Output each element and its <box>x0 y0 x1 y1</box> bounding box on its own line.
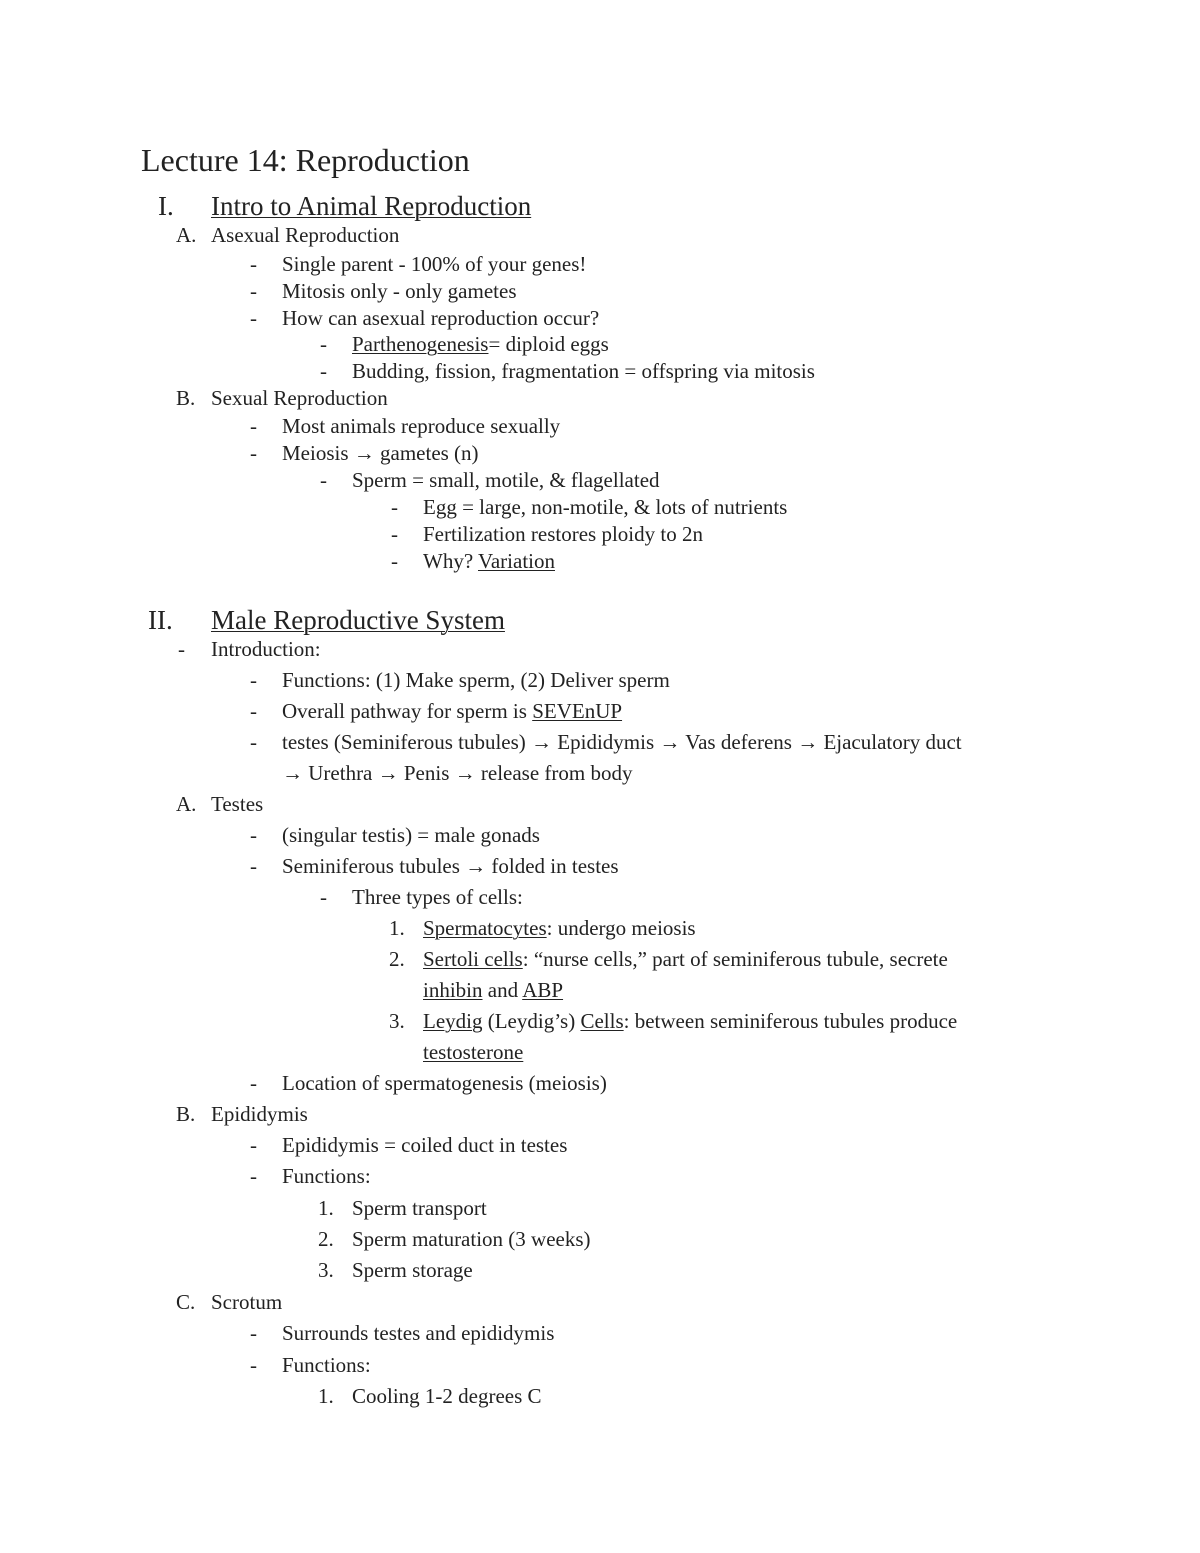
bullet-dash: - <box>320 885 327 909</box>
list-item: Cooling 1-2 degrees C <box>352 1384 542 1408</box>
list-item: Egg = large, non-motile, & lots of nutrients <box>423 495 788 519</box>
list-number: 1. <box>389 916 405 940</box>
term-definition: = diploid eggs <box>488 332 609 356</box>
list-item: Functions: (1) Make sperm, (2) Deliver sperm <box>282 668 670 692</box>
conjunction: and <box>482 978 523 1002</box>
bullet-dash: - <box>391 495 398 519</box>
term: inhibin <box>423 978 483 1002</box>
question: Why? <box>423 549 479 573</box>
section-heading: Intro to Animal Reproduction <box>211 191 532 221</box>
list-item <box>423 1008 957 1034</box>
list-item <box>423 946 948 972</box>
section-heading: Male Reproductive System <box>211 605 505 635</box>
list-item: Sperm = small, motile, & flagellated <box>352 468 660 492</box>
term: testosterone <box>423 1040 524 1064</box>
term-definition: : undergo meiosis <box>546 916 696 940</box>
bullet-dash: - <box>250 699 257 723</box>
section-numeral: II. <box>148 605 173 635</box>
subsection-marker: A. <box>176 792 197 816</box>
list-item <box>423 915 696 941</box>
bullet-dash: - <box>250 252 257 276</box>
subsection-label: Introduction: <box>211 637 321 661</box>
subsection-marker: B. <box>176 386 196 410</box>
list-item: How can asexual reproduction occur? <box>282 306 600 330</box>
bullet-dash: - <box>250 823 257 847</box>
subsection-marker: C. <box>176 1290 196 1314</box>
list-item: Sperm transport <box>352 1196 487 1220</box>
subsection-label: Epididymis <box>211 1102 308 1126</box>
item-text: Overall pathway for sperm is <box>282 699 533 723</box>
list-item <box>423 548 555 574</box>
list-item: Surrounds testes and epididymis <box>282 1321 555 1345</box>
bullet-dash: - <box>250 730 257 754</box>
list-number: 2. <box>318 1227 334 1251</box>
term: Parthenogenesis <box>352 332 489 356</box>
list-number: 2. <box>389 947 405 971</box>
subsection-marker: B. <box>176 1102 196 1126</box>
list-number: 3. <box>318 1258 334 1282</box>
bullet-dash: - <box>250 306 257 330</box>
list-item: Three types of cells: <box>352 885 523 909</box>
term: Spermatocytes <box>423 916 547 940</box>
subsection-label: Testes <box>211 792 264 816</box>
term: Cells <box>580 1009 624 1033</box>
bullet-dash: - <box>391 522 398 546</box>
bullet-dash: - <box>250 1071 257 1095</box>
term: Variation <box>478 549 555 573</box>
bullet-dash: - <box>250 1164 257 1188</box>
subsection-label: Asexual Reproduction <box>211 223 400 247</box>
term-definition: : between seminiferous tubules produce <box>623 1009 958 1033</box>
list-item: Seminiferous tubules → folded in testes <box>282 854 619 878</box>
bullet-dash: - <box>250 279 257 303</box>
list-item: testes (Seminiferous tubules) → Epididymis → Vas deferens → Ejaculatory duct <box>282 730 962 754</box>
bullet-dash: - <box>250 854 257 878</box>
list-item: Sperm storage <box>352 1258 473 1282</box>
bullet-dash: - <box>250 441 257 465</box>
subsection-label: Scrotum <box>211 1290 283 1314</box>
bullet-dash: - <box>250 1353 257 1377</box>
list-item-continuation: → Urethra → Penis → release from body <box>282 761 633 785</box>
list-item: Meiosis → gametes (n) <box>282 441 479 465</box>
list-number: 1. <box>318 1384 334 1408</box>
list-item: Sperm maturation (3 weeks) <box>352 1227 591 1251</box>
subsection-marker: A. <box>176 223 197 247</box>
list-item <box>282 698 622 724</box>
term-definition: : “nurse cells,” part of seminiferous tubule, secrete <box>522 947 948 971</box>
list-item: Budding, fission, fragmentation = offspring via mitosis <box>352 359 815 383</box>
list-item: Location of spermatogenesis (meiosis) <box>282 1071 607 1095</box>
term: Sertoli cells <box>423 947 523 971</box>
bullet-dash: - <box>320 468 327 492</box>
term-aside: (Leydig’s) <box>482 1009 581 1033</box>
term: Leydig <box>423 1009 483 1033</box>
list-item: Most animals reproduce sexually <box>282 414 561 438</box>
list-number: 1. <box>318 1196 334 1220</box>
bullet-dash: - <box>250 668 257 692</box>
list-item: Fertilization restores ploidy to 2n <box>423 522 703 546</box>
bullet-dash: - <box>391 549 398 573</box>
bullet-dash: - <box>320 332 327 356</box>
list-number: 3. <box>389 1009 405 1033</box>
bullet-dash: - <box>250 414 257 438</box>
list-item: Mitosis only - only gametes <box>282 279 517 303</box>
list-item: Functions: <box>282 1164 371 1188</box>
bullet-dash: - <box>178 637 185 661</box>
list-item: Single parent - 100% of your genes! <box>282 252 587 276</box>
bullet-dash: - <box>250 1133 257 1157</box>
list-item-continuation <box>423 977 563 1003</box>
list-item: Functions: <box>282 1353 371 1377</box>
list-item: (singular testis) = male gonads <box>282 823 540 847</box>
list-item: Epididymis = coiled duct in testes <box>282 1133 568 1157</box>
section-numeral: I. <box>158 191 174 221</box>
list-item <box>352 331 609 357</box>
bullet-dash: - <box>320 359 327 383</box>
bullet-dash: - <box>250 1321 257 1345</box>
term: SEVEnUP <box>532 699 623 723</box>
subsection-label: Sexual Reproduction <box>211 386 388 410</box>
page-title: Lecture 14: Reproduction <box>141 142 470 178</box>
term: ABP <box>522 978 564 1002</box>
